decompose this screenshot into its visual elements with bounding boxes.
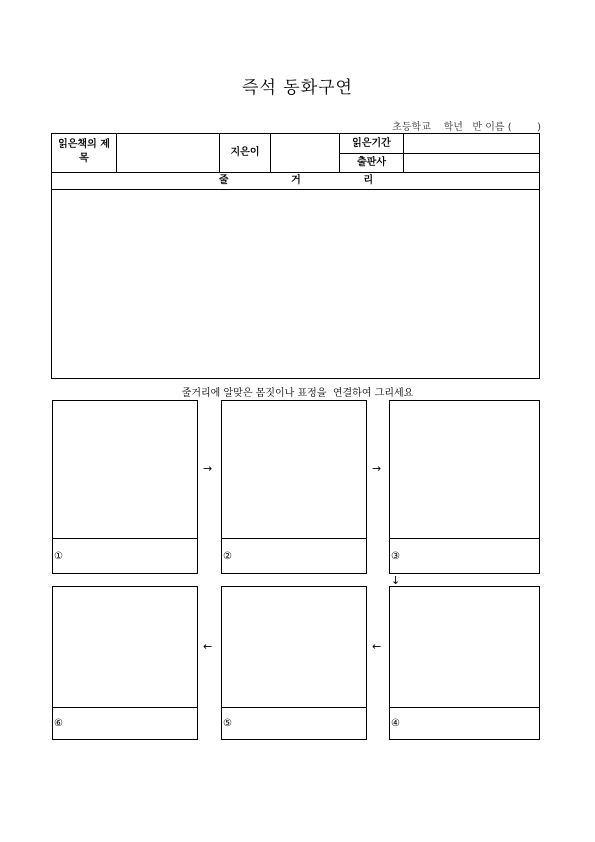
drawing-panel-2[interactable] [221, 400, 367, 574]
book-info-table [51, 133, 540, 379]
plot-label: 줄 거 리 [218, 175, 374, 186]
page-title: 즉석 동화구연 [242, 78, 353, 98]
drawing-panel-6[interactable] [52, 586, 198, 740]
drawing-panel-5[interactable] [221, 586, 367, 740]
arrow-left-icon: ← [203, 640, 213, 653]
publisher-label: 출판사 [357, 157, 386, 168]
drawing-instruction: 줄거리에 알맞은 몸짓이나 표정을 연결하여 그리세요 [181, 388, 414, 399]
panel-number: ⑤ [223, 718, 232, 729]
author-label: 지은이 [230, 147, 260, 158]
arrow-left-icon: ← [372, 640, 382, 653]
drawing-panel-4[interactable] [389, 586, 540, 740]
book-title-label-line1: 읽은책의 제 [58, 139, 110, 150]
panel-number: ① [54, 551, 63, 562]
book-title-label-line2: 목 [79, 153, 89, 164]
panel-number: ⑥ [54, 718, 63, 729]
panel-number: ③ [391, 551, 400, 562]
book-title-label [52, 138, 116, 166]
reading-period-label: 읽은기간 [352, 138, 391, 149]
drawing-panel-3[interactable] [389, 400, 540, 574]
panel-number: ② [223, 551, 232, 562]
arrow-down-icon: ↓ [391, 574, 401, 587]
drawing-panel-1[interactable] [52, 400, 198, 574]
arrow-right-icon: → [203, 462, 213, 475]
panel-number: ④ [391, 718, 400, 729]
arrow-right-icon: → [372, 462, 382, 475]
student-info-line: 초등학교 학년 반 이름 ( ) [392, 122, 541, 133]
